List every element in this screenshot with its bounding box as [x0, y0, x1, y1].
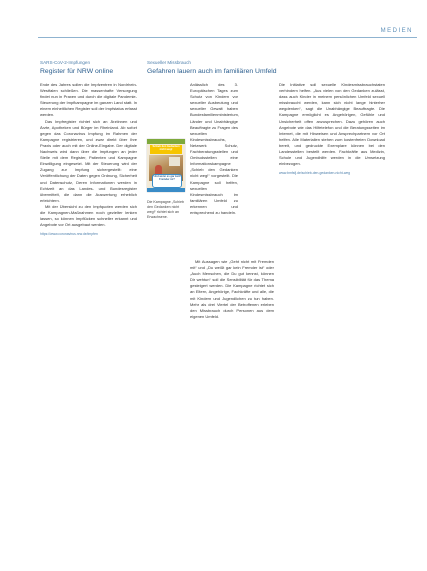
- poster-title: Schieb den Gedanken nicht weg!: [150, 145, 182, 154]
- left-article-body: [40, 82, 137, 237]
- poster-window: [169, 157, 180, 166]
- right-intro: Anlässlich des 3. Europäischen Tages zum Schutz von Kindern vor sexueller Ausbeutung und sexueller Gewalt haben Bundesfamilienministerium, Länder und Unabhängige Beauftragte zu Fragen des sexuellen Kindesmissbrauchs, Netzwerk Schutz, Fachberatungsstellen und Ombudsstellen eine Informationskampagne „Schieb den Gedanken nicht weg!“ vorgestellt. Die Kampagne soll helfen, sexuellen Kindesmissbrauch im familiären Umfeld zu erkennen und entsprechend zu handeln.: [190, 82, 239, 215]
- right-col2-paragraph: Die Initiative soll sexuelle Kindesmissbrauchstaten verhindern helfen. „Aus vielen von den Gedanken zulässt, dass auch Kinder in meinem persönlichen Umfeld sexuell missbraucht werden, kann sich nicht lange hinterher wegdenken“, sagt die Unabhängige Beauftragte. Die Kampagne ermöglicht es Angehörigen, Gefühle und Unsicherheit offen anzusprechen. Dazu gehören auch Angebote wie das Hilfetelefon und die Beratungsseiten im Internet, die mit Hinweisen und Ansprechpartnern vor Ort helfen. Alle Materialien stehen zum kostenfreien Download bereit, und gedruckte Exemplare können bei den Landesstellen bestellt werden. Fachkräfte aus Medizin, Schule und Jugendhilfe werden in die Umsetzung einbezogen.: [279, 82, 385, 167]
- poster-footer-band: [147, 188, 185, 192]
- left-paragraph: Das Impfregister richtet sich an Ärztinnen und Ärzte, Apotheken und Bürger im Rheinland. Ab sofort gegen das Coronavirus Impfung im Rahmen der Kampagne registrieren, und zwar direkt über Ihre Praxis oder auch mit der Online-Eingabe. Der digitale Nachweis wird dann über die Impfungen an jeder Stelle mit dem Register, Patienten und Kampagne Einwilligung eingesetzt. Mit der Steuerung wird der Zugang zur Impfung sichergestellt: eine Veröffentlichung der Daten gegen Ordnung, Sicherheit und Datenschutz, Deren Informationen werden in Echtzeit an das Landes- und Bundesregister übermittelt, die dann die Auswertung erheblich erleichtern.: [40, 118, 137, 203]
- poster-speech-bubble: Und wenn es gar kein Fremder ist?: [152, 174, 182, 188]
- right-col1-paragraph: Mit Aussagen wie „Geht nicht mit Fremden mit“ und „Du weißt gar kein Fremder ist“ oder „Auch Menschen, die Du gut kennst, können Dir wehtun“ soll die Sensibilität für das Thema gesteigert werden. Die Kampagne richtet sich an Eltern, Angehörige, Fachkräfte und alle, die mit Kindern und Jugendlichen zu tun haben. Mehr als drei Viertel der Betroffenen erleben den Missbrauch durch Personen aus dem eigenen Umfeld.: [190, 259, 274, 319]
- right-col2: [279, 82, 385, 176]
- right-headline: Gefahren lauern auch im familiären Umfeld: [147, 68, 277, 75]
- section-label: MEDIEN: [380, 28, 413, 34]
- left-kicker: SARS-CoV-2-Impfungen: [40, 60, 91, 65]
- left-paragraph: Ende des Jahres sollen die Impfzentren in Nordrhein-Westfalen schließen. Die massenhafte Versorgung findet nun in Praxen und durch die digitale Pandemie-Steuerung der Impfkampagne im ganzen Land statt. In einem einheitlichen Register soll der Impfstatus erfasst werden.: [40, 82, 137, 118]
- section-divider: [38, 37, 417, 38]
- left-headline: Register für NRW online: [40, 68, 114, 75]
- poster-top-band: [147, 139, 185, 144]
- left-paragraph: Mit der Übersicht zu den Impfquoten werden sich die Kampagnen-Maßnahmen noch gezielter lenken lassen, so können Impflücken schneller erkannt und Angebote vor Ort ausgebaut werden.: [40, 203, 137, 228]
- campaign-poster-image: [147, 139, 185, 192]
- right-col1-bottom: [190, 259, 274, 320]
- figure-caption: Die Kampagne „Schieb den Gedanken nicht weg!“ richtet sich an Erwachsene.: [147, 200, 184, 219]
- right-col1-top: [190, 82, 238, 216]
- right-kicker: Sexueller Missbrauch: [147, 60, 191, 65]
- left-source-link[interactable]: https://www.coronavirus.nrw.de/impfen: [40, 232, 98, 237]
- right-source-link[interactable]: www.bmfsfj.de/schieb-den-gedanken-nicht-weg: [279, 171, 351, 176]
